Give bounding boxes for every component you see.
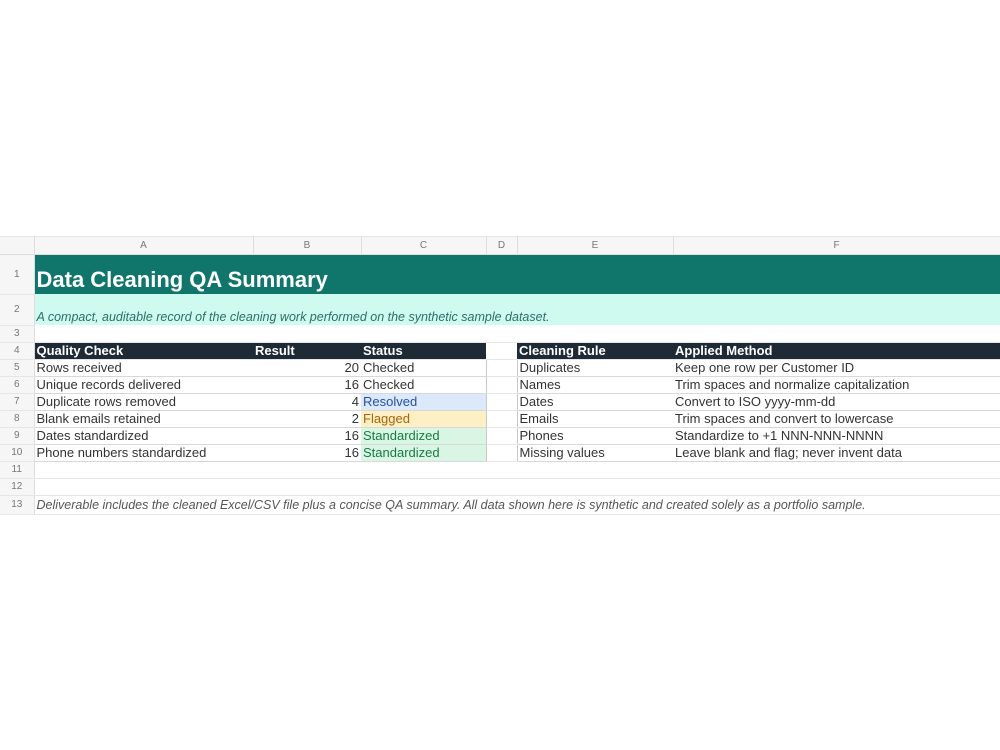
rule-method-cell[interactable]: Trim spaces and normalize capitalization	[673, 376, 1000, 393]
row-header-13[interactable]: 13	[0, 495, 34, 514]
qa-result-cell[interactable]: 20	[253, 359, 361, 376]
rule-name-cell[interactable]: Phones	[517, 427, 673, 444]
qa-status-cell[interactable]: Standardized	[361, 427, 486, 444]
sheet-row-7	[0, 393, 1000, 410]
sheet-row-6	[0, 376, 1000, 393]
rule-name-cell[interactable]: Names	[517, 376, 673, 393]
qa-result-cell[interactable]: 16	[253, 444, 361, 461]
empty-cell[interactable]	[486, 342, 517, 359]
column-header-row	[0, 237, 1000, 255]
row-header-9[interactable]: 9	[0, 427, 34, 444]
sheet-row-8	[0, 410, 1000, 427]
sheet-row-3	[0, 325, 1000, 342]
qa-status-cell[interactable]: Standardized	[361, 444, 486, 461]
title-cell[interactable]: Data Cleaning QA Summary	[34, 255, 1000, 295]
qa-check-cell[interactable]: Phone numbers standardized	[34, 444, 253, 461]
sheet-row-4	[0, 342, 1000, 359]
empty-cell[interactable]	[486, 376, 517, 393]
rule-method-cell[interactable]: Trim spaces and convert to lowercase	[673, 410, 1000, 427]
qa-check-cell[interactable]: Blank emails retained	[34, 410, 253, 427]
qa-check-cell[interactable]: Dates standardized	[34, 427, 253, 444]
sheet-row-5	[0, 359, 1000, 376]
empty-cell[interactable]	[34, 461, 1000, 478]
subtitle-cell[interactable]: A compact, auditable record of the cleaning work performed on the synthetic sample dataset.	[34, 294, 1000, 325]
qa-result-cell[interactable]: 16	[253, 376, 361, 393]
qa-status-cell[interactable]: Checked	[361, 359, 486, 376]
empty-cell[interactable]	[34, 478, 1000, 495]
qa-header-status[interactable]: Status	[361, 342, 486, 359]
column-header-c[interactable]: C	[361, 237, 486, 255]
qa-check-cell[interactable]: Unique records delivered	[34, 376, 253, 393]
rule-method-cell[interactable]: Keep one row per Customer ID	[673, 359, 1000, 376]
qa-status-cell[interactable]: Flagged	[361, 410, 486, 427]
column-header-a[interactable]: A	[34, 237, 253, 255]
row-header-12[interactable]: 12	[0, 478, 34, 495]
row-header-1[interactable]: 1	[0, 255, 34, 295]
qa-check-cell[interactable]: Duplicate rows removed	[34, 393, 253, 410]
qa-header-result[interactable]: Result	[253, 342, 361, 359]
empty-cell[interactable]	[486, 427, 517, 444]
column-header-f[interactable]: F	[673, 237, 1000, 255]
footnote-cell[interactable]: Deliverable includes the cleaned Excel/CSV file plus a concise QA summary. All data shown here is synthetic and created solely as a portfolio sample.	[34, 495, 1000, 514]
spreadsheet-grid	[0, 236, 1000, 515]
sheet-row-13	[0, 495, 1000, 514]
row-header-7[interactable]: 7	[0, 393, 34, 410]
qa-result-cell[interactable]: 2	[253, 410, 361, 427]
qa-status-cell[interactable]: Checked	[361, 376, 486, 393]
row-header-2[interactable]: 2	[0, 294, 34, 325]
column-header-e[interactable]: E	[517, 237, 673, 255]
empty-cell[interactable]	[486, 393, 517, 410]
empty-cell[interactable]	[486, 359, 517, 376]
column-header-d[interactable]: D	[486, 237, 517, 255]
sheet-row-11	[0, 461, 1000, 478]
column-header-b[interactable]: B	[253, 237, 361, 255]
row-header-10[interactable]: 10	[0, 444, 34, 461]
row-header-3[interactable]: 3	[0, 325, 34, 342]
row-header-5[interactable]: 5	[0, 359, 34, 376]
empty-cell[interactable]	[486, 410, 517, 427]
row-header-4[interactable]: 4	[0, 342, 34, 359]
rule-method-cell[interactable]: Convert to ISO yyyy-mm-dd	[673, 393, 1000, 410]
qa-header-check[interactable]: Quality Check	[34, 342, 253, 359]
empty-cell[interactable]	[34, 325, 1000, 342]
sheet-row-9	[0, 427, 1000, 444]
rule-method-cell[interactable]: Standardize to +1 NNN-NNN-NNNN	[673, 427, 1000, 444]
row-header-8[interactable]: 8	[0, 410, 34, 427]
rules-header-rule[interactable]: Cleaning Rule	[517, 342, 673, 359]
rule-name-cell[interactable]: Emails	[517, 410, 673, 427]
qa-result-cell[interactable]: 16	[253, 427, 361, 444]
qa-check-cell[interactable]: Rows received	[34, 359, 253, 376]
sheet-row-1	[0, 255, 1000, 295]
select-all-corner[interactable]	[0, 237, 34, 255]
qa-status-cell[interactable]: Resolved	[361, 393, 486, 410]
rule-name-cell[interactable]: Missing values	[517, 444, 673, 461]
sheet-row-2	[0, 294, 1000, 325]
row-header-6[interactable]: 6	[0, 376, 34, 393]
empty-cell[interactable]	[486, 444, 517, 461]
row-header-11[interactable]: 11	[0, 461, 34, 478]
qa-result-cell[interactable]: 4	[253, 393, 361, 410]
rule-name-cell[interactable]: Duplicates	[517, 359, 673, 376]
sheet-row-10	[0, 444, 1000, 461]
rule-name-cell[interactable]: Dates	[517, 393, 673, 410]
rules-header-method[interactable]: Applied Method	[673, 342, 1000, 359]
rule-method-cell[interactable]: Leave blank and flag; never invent data	[673, 444, 1000, 461]
sheet-row-12	[0, 478, 1000, 495]
